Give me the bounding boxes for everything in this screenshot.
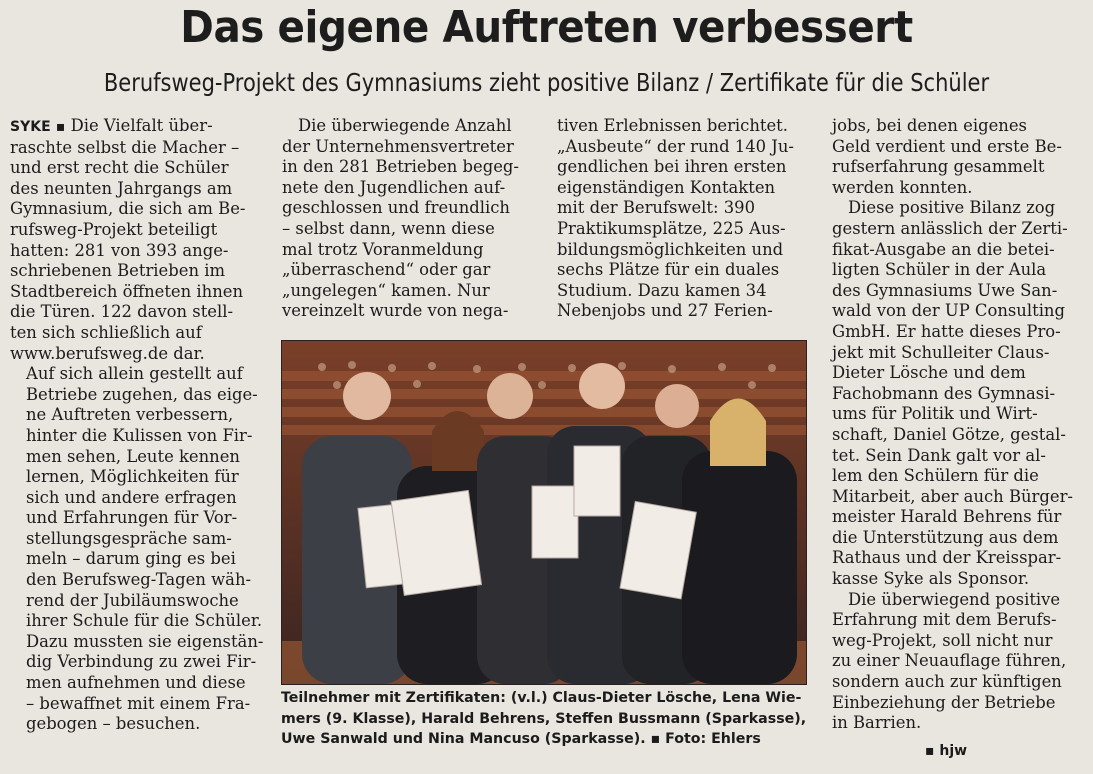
text-line: men aufnehmen und diese — [26, 673, 246, 693]
text-line: jekt mit Schulleiter Claus- — [832, 342, 1050, 362]
paragraph-3-end — [832, 116, 1084, 198]
text-line: ten sich schließlich auf — [10, 322, 202, 342]
author-signature: ▪ hjw — [925, 743, 968, 759]
text-line: jobs, bei denen eigenes — [832, 116, 1027, 135]
text-line: die Unterstützung aus dem — [832, 527, 1059, 547]
text-line: lernen, Möglichkeiten für — [26, 467, 239, 487]
text-line: ihrer Schule für die Schüler. — [26, 611, 263, 631]
text-line: „überraschend“ oder gar — [282, 260, 491, 280]
subheadline: Berufsweg-Projekt des Gymnasiums zieht positive Bilanz / Zertifikate für die Schüler — [103, 68, 990, 97]
text-line: rufsweg-Projekt beteiligt — [10, 219, 218, 239]
text-line: weg-Projekt, soll nicht nur — [832, 630, 1053, 650]
text-line: der Unternehmensvertreter — [282, 136, 514, 156]
text-line: gendlichen bei ihren ersten — [557, 157, 787, 177]
text-line: ligten Schüler in der Aula — [832, 260, 1047, 280]
text-line: in Barrien. — [832, 713, 922, 733]
text-line: raschte selbst die Macher – — [10, 137, 240, 157]
dateline-separator: ▪ — [55, 119, 66, 135]
text-line: Stadtbereich öffneten ihnen — [10, 281, 244, 301]
text-line: meln – darum ging es bei — [26, 549, 236, 569]
text-line: vereinzelt wurde von nega- — [282, 301, 509, 321]
text-line: Erfahrung mit dem Berufs- — [832, 610, 1057, 630]
text-line: Fachobmann des Gymnasi- — [832, 383, 1055, 403]
text-line: Diese positive Bilanz zog — [848, 198, 1056, 218]
text-line: wald von der UP Consulting — [832, 301, 1065, 321]
text-line: men sehen, Leute kennen — [26, 446, 240, 466]
text-line: Gymnasium, die sich am Be- — [10, 199, 246, 219]
text-line: geschlossen und freundlich — [282, 198, 510, 218]
text-line: – selbst dann, wenn diese — [282, 218, 495, 238]
text-line: gestern anlässlich der Zerti- — [832, 218, 1068, 238]
text-line: Auf sich allein gestellt auf — [26, 364, 243, 384]
text-line: sondern auch zur künftigen — [832, 672, 1062, 692]
text-line: tiven Erlebnissen berichtet. — [557, 116, 788, 135]
text-line: Einbeziehung der Betriebe — [832, 692, 1056, 712]
text-line: dig Verbindung zu zwei Fir- — [26, 652, 257, 672]
text-line: „ungelegen“ kamen. Nur — [282, 280, 490, 300]
text-line: mit der Berufswelt: 390 — [557, 198, 756, 218]
text-line: „Ausbeute“ der rund 140 Ju- — [557, 136, 794, 156]
photo-illustration — [282, 341, 806, 684]
text-line: GmbH. Er hatte dieses Pro- — [832, 321, 1061, 341]
dateline: SYKE — [10, 119, 51, 135]
text-line: bildungsmöglichkeiten und — [557, 239, 784, 259]
text-line: Praktikumsplätze, 225 Aus- — [557, 218, 786, 238]
caption-line: Teilnehmer mit Zertifikaten: (v.l.) Claus-Dieter Lösche, Lena Wie- — [281, 690, 802, 706]
text-line: und erst recht die Schüler — [10, 158, 229, 178]
article-column-1 — [10, 116, 264, 735]
text-line: eigenständigen Kontakten — [557, 177, 776, 197]
paragraph-1 — [10, 116, 258, 364]
text-line: Betriebe zugehen, das eige- — [26, 384, 258, 404]
text-line: Dieter Lösche und dem — [832, 363, 1026, 383]
text-line: den Berufsweg-Tagen wäh- — [26, 570, 252, 590]
text-line: kasse Syke als Sponsor. — [832, 569, 1030, 589]
text-line: lem den Schülern für die — [832, 466, 1039, 486]
text-line: mal trotz Voranmeldung — [282, 239, 484, 259]
text-line: rufserfahrung gesammelt — [832, 157, 1045, 177]
text-line: Die überwiegende Anzahl — [298, 116, 512, 135]
text-line: und Erfahrungen für Vor- — [26, 508, 238, 528]
text-line: zu einer Neuauflage führen, — [832, 651, 1067, 671]
text-line: Nebenjobs und 27 Ferien- — [557, 301, 773, 321]
text-line: fikat-Ausgabe an die betei- — [832, 239, 1055, 259]
text-line: Die Vielfalt über- — [70, 116, 213, 135]
text-line: schaft, Daniel Götze, gestal- — [832, 424, 1066, 444]
article-column-2 — [282, 116, 534, 322]
text-line: Studium. Dazu kamen 34 — [557, 280, 767, 300]
text-line: hinter die Kulissen von Fir- — [26, 425, 253, 445]
text-line: www.berufsweg.de dar. — [10, 343, 205, 363]
headline: Das eigene Auftreten verbessert — [180, 2, 913, 53]
text-line: des Gymnasiums Uwe San- — [832, 280, 1058, 300]
news-photo — [281, 340, 807, 685]
caption-line: mers (9. Klasse), Harald Behrens, Steffen Bussmann (Sparkasse), — [281, 710, 807, 727]
text-line: – bewaffnet mit einem Fra- — [26, 693, 251, 713]
caption-line: Uwe Sanwald und Nina Mancuso (Sparkasse). ▪ Foto: Ehlers — [281, 731, 761, 747]
article-column-3 — [557, 116, 809, 322]
text-line: sich und andere erfragen — [26, 487, 237, 507]
text-line: werden konnten. — [832, 177, 973, 197]
text-line: stellungsgespräche sam- — [26, 528, 232, 548]
text-line: in den 281 Betrieben begeg- — [282, 157, 519, 177]
article-column-4 — [832, 116, 1084, 734]
text-line: Dazu mussten sie eigenstän- — [26, 631, 264, 651]
text-line: nete den Jugendlichen auf- — [282, 177, 506, 197]
paragraph-3-cont — [557, 116, 809, 322]
text-line: schriebenen Betrieben im — [10, 261, 225, 281]
text-line: Rathaus und der Kreisspar- — [832, 548, 1062, 568]
text-line: gebogen – besuchen. — [26, 714, 201, 734]
text-line: meister Harald Behrens für — [832, 507, 1062, 527]
paragraph-4 — [832, 198, 1084, 589]
paragraph-3 — [282, 116, 534, 322]
text-line: des neunten Jahrgangs am — [10, 178, 233, 198]
paragraph-5 — [832, 590, 1084, 734]
text-line: Mitarbeit, aber auch Bürger- — [832, 486, 1073, 506]
text-line: tet. Sein Dank galt vor al- — [832, 445, 1046, 465]
text-line: Geld verdient und erste Be- — [832, 136, 1062, 156]
text-line: ums für Politik und Wirt- — [832, 404, 1038, 424]
text-line: Die überwiegend positive — [848, 589, 1061, 609]
paragraph-2 — [10, 364, 264, 735]
text-line: die Türen. 122 davon stell- — [10, 302, 234, 322]
photo-caption — [281, 688, 811, 750]
text-line: sechs Plätze für ein duales — [557, 260, 780, 280]
text-line: ne Auftreten verbessern, — [26, 405, 234, 425]
text-line: rend der Jubiläumswoche — [26, 590, 239, 610]
text-line: hatten: 281 von 393 ange- — [10, 240, 229, 260]
